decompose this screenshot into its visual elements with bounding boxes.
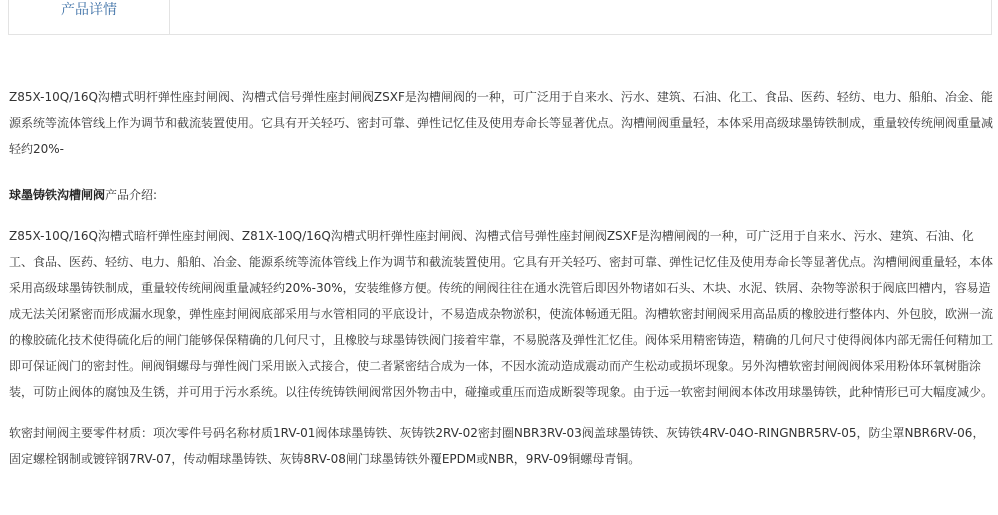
section-heading — [9, 182, 993, 208]
product-description — [9, 80, 993, 472]
tab-product-details[interactable]: 产品详情 — [9, 0, 170, 34]
section-heading-text: 产品介绍: — [105, 188, 158, 202]
description-paragraph: Z85X-10Q/16Q沟槽式暗杆弹性座封闸阀、Z81X-10Q/16Q沟槽式明杆弹性座封闸阀、沟槽式信号弹性座封闸阀ZSXF是沟槽闸阀的一种，可广泛用于自来水、污水、建筑、石油、化工、食品、医药、轻纺、电力、船舶、冶金、能源系统等流体管线上作为调节和截流装置使用。它具有开关轻巧、密封可靠、弹性记忆佳及使用寿命长等显著优点。沟槽闸阀重量轻，本体采用高级球墨铸铁制成，重量较传统闸阀重量减轻约20%-30%，安装维修方便。传统的闸阀往往在通水洗管后即因外物诸如石头、木块、水泥、铁屑、杂物等淤积于阀底凹槽内，容易造成无法关闭紧密而形成漏水现象，弹性座封闸阀底部采用与水管相同的平底设计，不易造成杂物淤积，使流体畅通无阻。沟槽软密封闸阀采用高品质的橡胶进行整体内、外包胶，欧洲一流的橡胶硫化技术使得硫化后的闸门能够保保精确的几何尺寸，且橡胶与球墨铸铁阀门接着牢靠，不易脱落及弹性汇忆佳。阀体采用精密铸造，精确的几何尺寸使得阀体内部无需任何精加工即可保证阀门的密封性。闸阀铜螺母与弹性阀门采用嵌入式接合，使二者紧密结合成为一体，不因水流动造成震动而产生松动或损坏现象。另外沟槽软密封闸阀阀体采用粉体环氧树脂涂装，可防止阀体的腐蚀及生锈，并可用于污水系统。以往传统铸铁闸阀常因外物击中，碰撞或重压而造成断裂等现象。由于远一软密封闸阀本体改用球墨铸铁，此种情形已可大幅度减少。 — [9, 229, 994, 399]
section-heading-bold: 球墨铸铁沟槽闸阀 — [9, 188, 106, 202]
intro-paragraph: Z85X-10Q/16Q沟槽式明杆弹性座封闸阀、沟槽式信号弹性座封闸阀ZSXF是沟槽闸阀的一种，可广泛用于自来水、污水、建筑、石油、化工、食品、医药、轻纺、电力、船舶、冶金、能源系统等流体管线上作为调节和截流装置使用。它具有开关轻巧、密封可靠、弹性记忆佳及使用寿命长等显著优点。沟槽闸阀重量轻，本体采用高级球墨铸铁制成，重量较传统闸阀重量减轻约20%- — [9, 90, 994, 156]
materials-paragraph: 软密封闸阀主要零件材质：项次零件号码名称材质1RV-01阀体球墨铸铁、灰铸铁2RV-02密封圈NBR3RV-03阀盖球墨铸铁、灰铸铁4RV-04O-RINGNBR5RV-05，防尘罩NBR6RV-06，固定螺栓钢制或镀锌钢7RV-07，传动帽球墨铸铁、灰铸8RV-08闸门球墨铸铁外覆EPDM或NBR，9RV-09铜螺母青铜。 — [9, 426, 985, 466]
tab-bar — [8, 0, 992, 35]
